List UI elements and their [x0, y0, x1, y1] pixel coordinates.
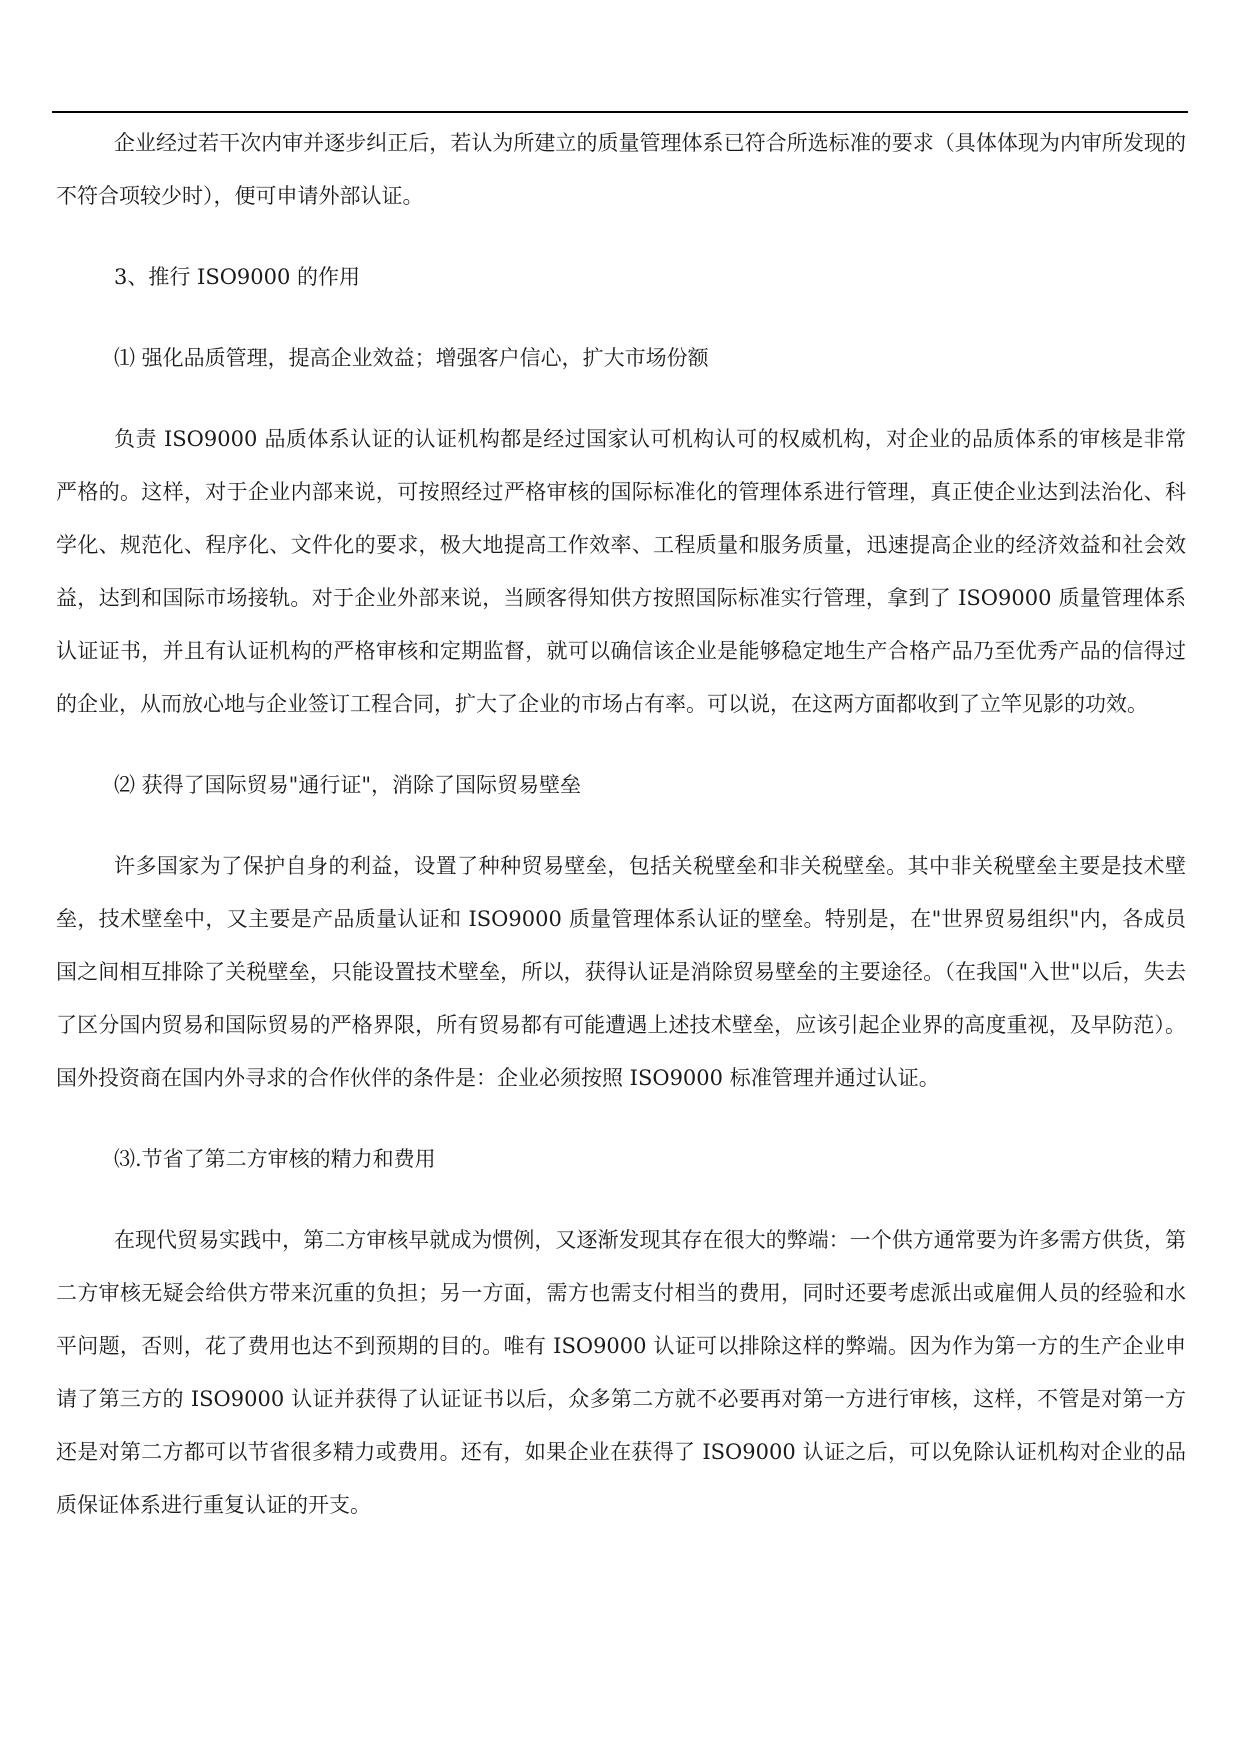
intro-paragraph: 企业经过若干次内审并逐步纠正后，若认为所建立的质量管理体系已符合所选标准的要求（具体体现为内审所发现的不符合项较少时），便可申请外部认证。: [56, 131, 1186, 208]
document-body: [56, 117, 1186, 1532]
subsection-heading-2: ⑵ 获得了国际贸易"通行证"，消除了国际贸易壁垒: [114, 773, 581, 797]
section-heading: 3、推行 ISO9000 的作用: [114, 265, 361, 289]
body-paragraph-2: 许多国家为了保护自身的利益，设置了种种贸易壁垒，包括关税壁垒和非关税壁垒。其中非关税壁垒主要是技术壁垒，技术壁垒中，又主要是产品质量认证和 ISO9000 质量管理体系认证的壁垒。特别是，在"世界贸易组织"内，各成员国之间相互排除了关税壁垒，只能设置技术壁垒，所以，获得认证是消除贸易壁垒的主要途径。（在我国"入世"以后，失去了区分国内贸易和国际贸易的严格界限，所有贸易都有可能遭遇上述技术壁垒，应该引起企业界的高度重视，及早防范）。国外投资商在国内外寻求的合作伙伴的条件是：企业必须按照 ISO9000 标准管理并通过认证。: [56, 854, 1186, 1090]
subsection-heading-1: ⑴ 强化品质管理，提高企业效益；增强客户信心，扩大市场份额: [114, 346, 709, 370]
spacer: [56, 1186, 1186, 1214]
spacer: [56, 812, 1186, 840]
spacer: [56, 385, 1186, 413]
header-rule: [52, 111, 1188, 113]
spacer: [56, 1105, 1186, 1133]
body-paragraph-1: 负责 ISO9000 品质体系认证的认证机构都是经过国家认可机构认可的权威机构，对企业的品质体系的审核是非常严格的。这样，对于企业内部来说，可按照经过严格审核的国际标准化的管理体系进行管理，真正使企业达到法治化、科学化、规范化、程序化、文件化的要求，极大地提高工作效率、工程质量和服务质量，迅速提高企业的经济效益和社会效益，达到和国际市场接轨。对于企业外部来说，当顾客得知供方按照国际标准实行管理，拿到了 ISO9000 质量管理体系认证证书，并且有认证机构的严格审核和定期监督，就可以确信该企业是能够稳定地生产合格产品乃至优秀产品的信得过的企业，从而放心地与企业签订工程合同，扩大了企业的市场占有率。可以说，在这两方面都收到了立竿见影的功效。: [56, 427, 1186, 716]
subsection-heading-3: ⑶.节省了第二方审核的精力和费用: [114, 1147, 436, 1171]
spacer: [56, 731, 1186, 759]
spacer: [56, 223, 1186, 251]
spacer: [56, 304, 1186, 332]
body-paragraph-3: 在现代贸易实践中，第二方审核早就成为惯例，又逐渐发现其存在很大的弊端：一个供方通常要为许多需方供货，第二方审核无疑会给供方带来沉重的负担；另一方面，需方也需支付相当的费用，同时还要考虑派出或雇佣人员的经验和水平问题，否则，花了费用也达不到预期的目的。唯有 ISO9000 认证可以排除这样的弊端。因为作为第一方的生产企业申请了第三方的 ISO9000 认证并获得了认证证书以后，众多第二方就不必要再对第一方进行审核，这样，不管是对第一方还是对第二方都可以节省很多精力或费用。还有，如果企业在获得了 ISO9000 认证之后，可以免除认证机构对企业的品质保证体系进行重复认证的开支。: [56, 1228, 1186, 1517]
